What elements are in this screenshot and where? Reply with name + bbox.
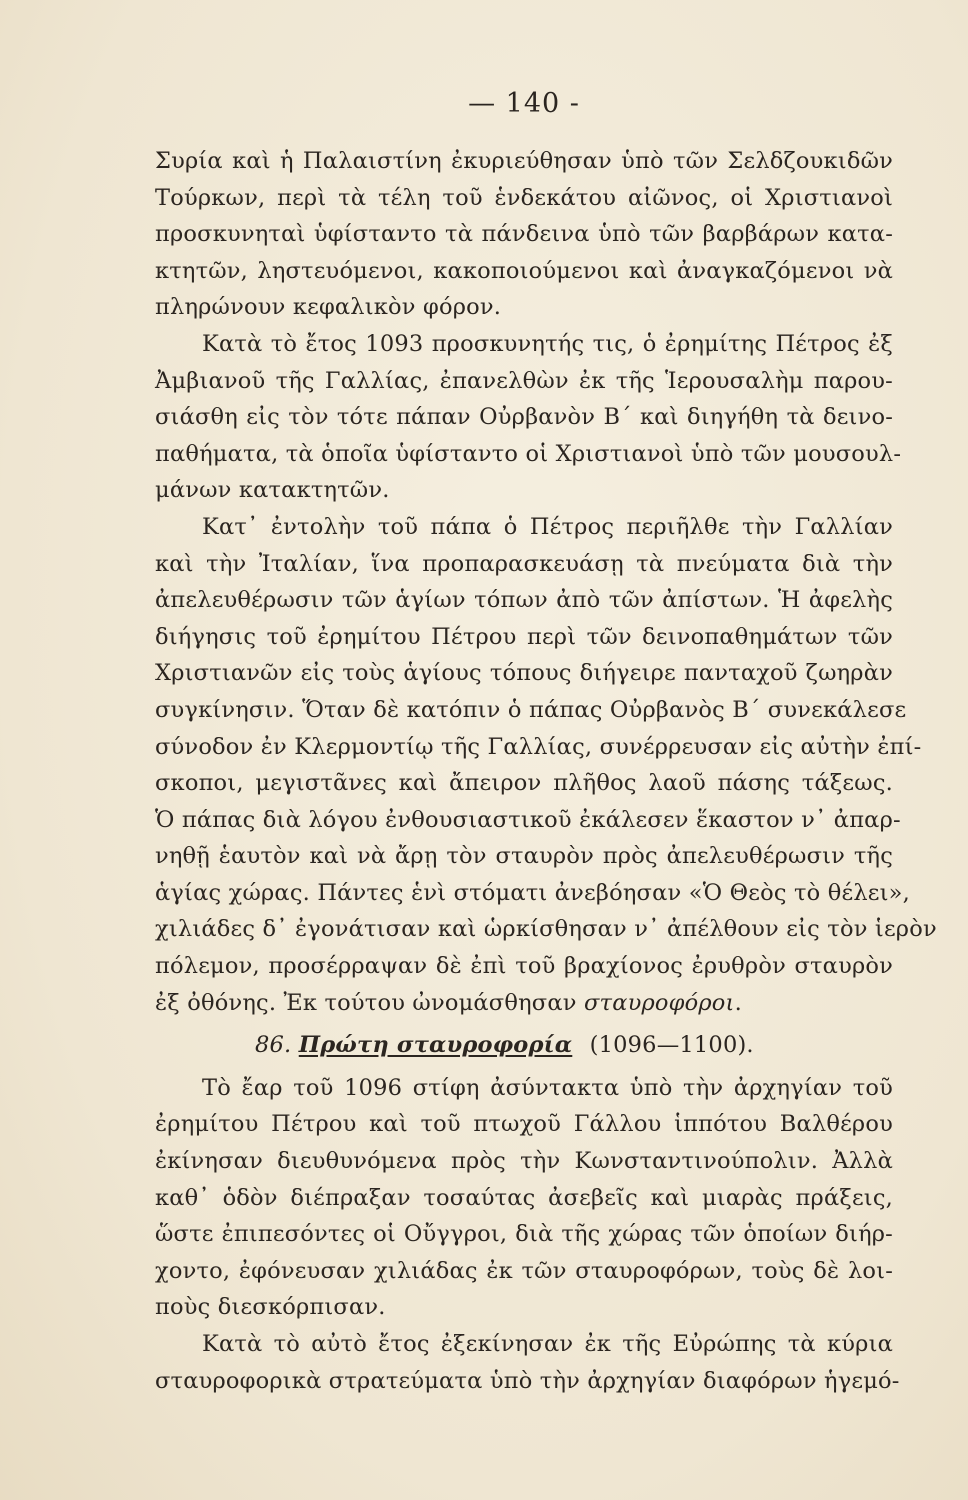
text-line: Τούρκων, περὶ τὰ τέλη τοῦ ἑνδεκάτου αἰῶνος, οἱ Χριστιανοὶ	[155, 184, 893, 211]
text-line: πόλεμον, προσέρραψαν δὲ ἐπὶ τοῦ βραχίονος ἐρυθρὸν σταυρὸν	[155, 953, 893, 980]
text-line: σύνοδον ἐν Κλερμοντίῳ τῆς Γαλλίας, συνέρρευσαν εἰς αὐτὴν ἐπί-	[155, 733, 922, 760]
paragraph	[155, 1326, 900, 1399]
text-line: νηθῇ ἑαυτὸν καὶ νὰ ἄρῃ τὸν σταυρὸν πρὸς ἀπελευθέρωσιν τῆς	[155, 843, 893, 870]
text-line	[155, 985, 893, 1022]
text-span: ἐξ ὀθόνης. Ἐκ τούτου ὠνομάσθησαν	[155, 989, 577, 1016]
text-line: παθήματα, τὰ ὁποῖα ὑφίσταντο οἱ Χριστιανοὶ ὑπὸ τῶν μουσουλ-	[155, 440, 902, 467]
text-line: μάνων κατακτητῶν.	[155, 477, 390, 504]
text-line: Κατ᾽ ἐντολὴν τοῦ πάπα ὁ Πέτρος περιῆλθε τὴν Γαλλίαν	[202, 513, 893, 540]
text-line: διήγησις τοῦ ἐρημίτου Πέτρου περὶ τῶν δεινοπαθημάτων τῶν	[155, 623, 893, 650]
text-line: καθ᾽ ὁδὸν διέπραξαν τοσαύτας ἀσεβεῖς καὶ μιαρὰς πράξεις,	[155, 1184, 893, 1211]
text-line: Κατὰ τὸ αὐτὸ ἔτος ἐξεκίνησαν ἐκ τῆς Εὐρώπης τὰ κύρια	[202, 1331, 893, 1357]
text-line: ὥστε ἐπιπεσόντες οἱ Οὔγγροι, διὰ τῆς χώρας τῶν ὁποίων διήρ-	[155, 1221, 893, 1248]
text-line: ποὺς διεσκόρπισαν.	[155, 1294, 386, 1321]
text-span: .	[734, 989, 742, 1016]
paragraph	[155, 1070, 893, 1326]
page-number: — 140 -	[468, 88, 580, 119]
text-line: Χριστιανῶν εἰς τοὺς ἁγίους τόπους διήγειρε πανταχοῦ ζωηρὰν	[155, 660, 893, 687]
text-line: ἐρημίτου Πέτρου καὶ τοῦ πτωχοῦ Γάλλου ἱππότου Βαλθέρου	[155, 1111, 893, 1138]
text-line: σκοποι, μεγιστᾶνες καὶ ἄπειρον πλῆθος λαοῦ πάσης τάξεως.	[155, 770, 893, 797]
text-line: πληρώνουν κεφαλικὸν φόρον.	[155, 294, 502, 321]
body-text	[155, 143, 937, 1399]
section-number: 86.	[255, 1032, 292, 1059]
section-heading	[155, 1027, 893, 1064]
text-line: Ἀμβιανοῦ τῆς Γαλλίας, ἐπανελθὼν ἐκ τῆς Ἱερουσαλὴμ παρου-	[155, 367, 893, 394]
section-years: (1096—1100).	[589, 1032, 754, 1059]
text-line: Συρία καὶ ἡ Παλαιστίνη ἐκυριεύθησαν ὑπὸ τῶν Σελδζουκιδῶν	[155, 148, 893, 174]
text-line: σταυροφορικὰ στρατεύματα ὑπὸ τὴν ἀρχηγίαν διαφόρων ἡγεμό-	[155, 1367, 900, 1394]
text-line: ἐκίνησαν διευθυνόμενα πρὸς τὴν Κωνσταντινούπολιν. Ἀλλὰ	[155, 1148, 893, 1175]
text-line: Τὸ ἔαρ τοῦ 1096 στίφη ἀσύντακτα ὑπὸ τὴν ἀρχηγίαν τοῦ	[202, 1074, 893, 1101]
text-line: προσκυνηταὶ ὑφίσταντο τὰ πάνδεινα ὑπὸ τῶν βαρβάρων κατα-	[155, 221, 893, 248]
emphasis-term: σταυροφόροι	[584, 989, 735, 1016]
text-line: σιάσθη εἰς τὸν τότε πάπαν Οὐρβανὸν Β΄ καὶ διηγήθη τὰ δεινο-	[155, 404, 893, 431]
text-line: χιλιάδες δ᾽ ἐγονάτισαν καὶ ὡρκίσθησαν ν᾽ ἀπέλθουν εἰς τὸν ἱερὸν	[155, 916, 937, 943]
text-line: Ὁ πάπας διὰ λόγου ἐνθουσιαστικοῦ ἐκάλεσεν ἕκαστον ν᾽ ἀπαρ-	[155, 806, 901, 833]
paragraph	[155, 509, 937, 1021]
text-line: χοντο, ἐφόνευσαν χιλιάδας ἐκ τῶν σταυροφόρων, τοὺς δὲ λοι-	[155, 1257, 893, 1284]
text-line: καὶ τὴν Ἰταλίαν, ἵνα προπαρασκευάσῃ τὰ πνεύματα διὰ τὴν	[155, 550, 893, 577]
text-line: Κατὰ τὸ ἔτος 1093 προσκυνητής τις, ὁ ἐρημίτης Πέτρος ἐξ	[202, 330, 893, 357]
text-line: συγκίνησιν. Ὅταν δὲ κατόπιν ὁ πάπας Οὐρβανὸς Β΄ συνεκάλεσε	[155, 696, 907, 723]
text-line: κτητῶν, ληστευόμενοι, κακοποιούμενοι καὶ ἀναγκαζόμενοι νὰ	[155, 257, 893, 284]
paragraph	[155, 143, 893, 326]
text-line: ἀπελευθέρωσιν τῶν ἁγίων τόπων ἀπὸ τῶν ἀπίστων. Ἡ ἀφελὴς	[155, 587, 893, 614]
section-title: Πρώτη σταυροφορία	[298, 1032, 573, 1059]
paragraph	[155, 326, 902, 509]
text-line: ἁγίας χώρας. Πάντες ἑνὶ στόματι ἀνεβόησαν «Ὁ Θεὸς τὸ θέλει»,	[155, 879, 910, 906]
